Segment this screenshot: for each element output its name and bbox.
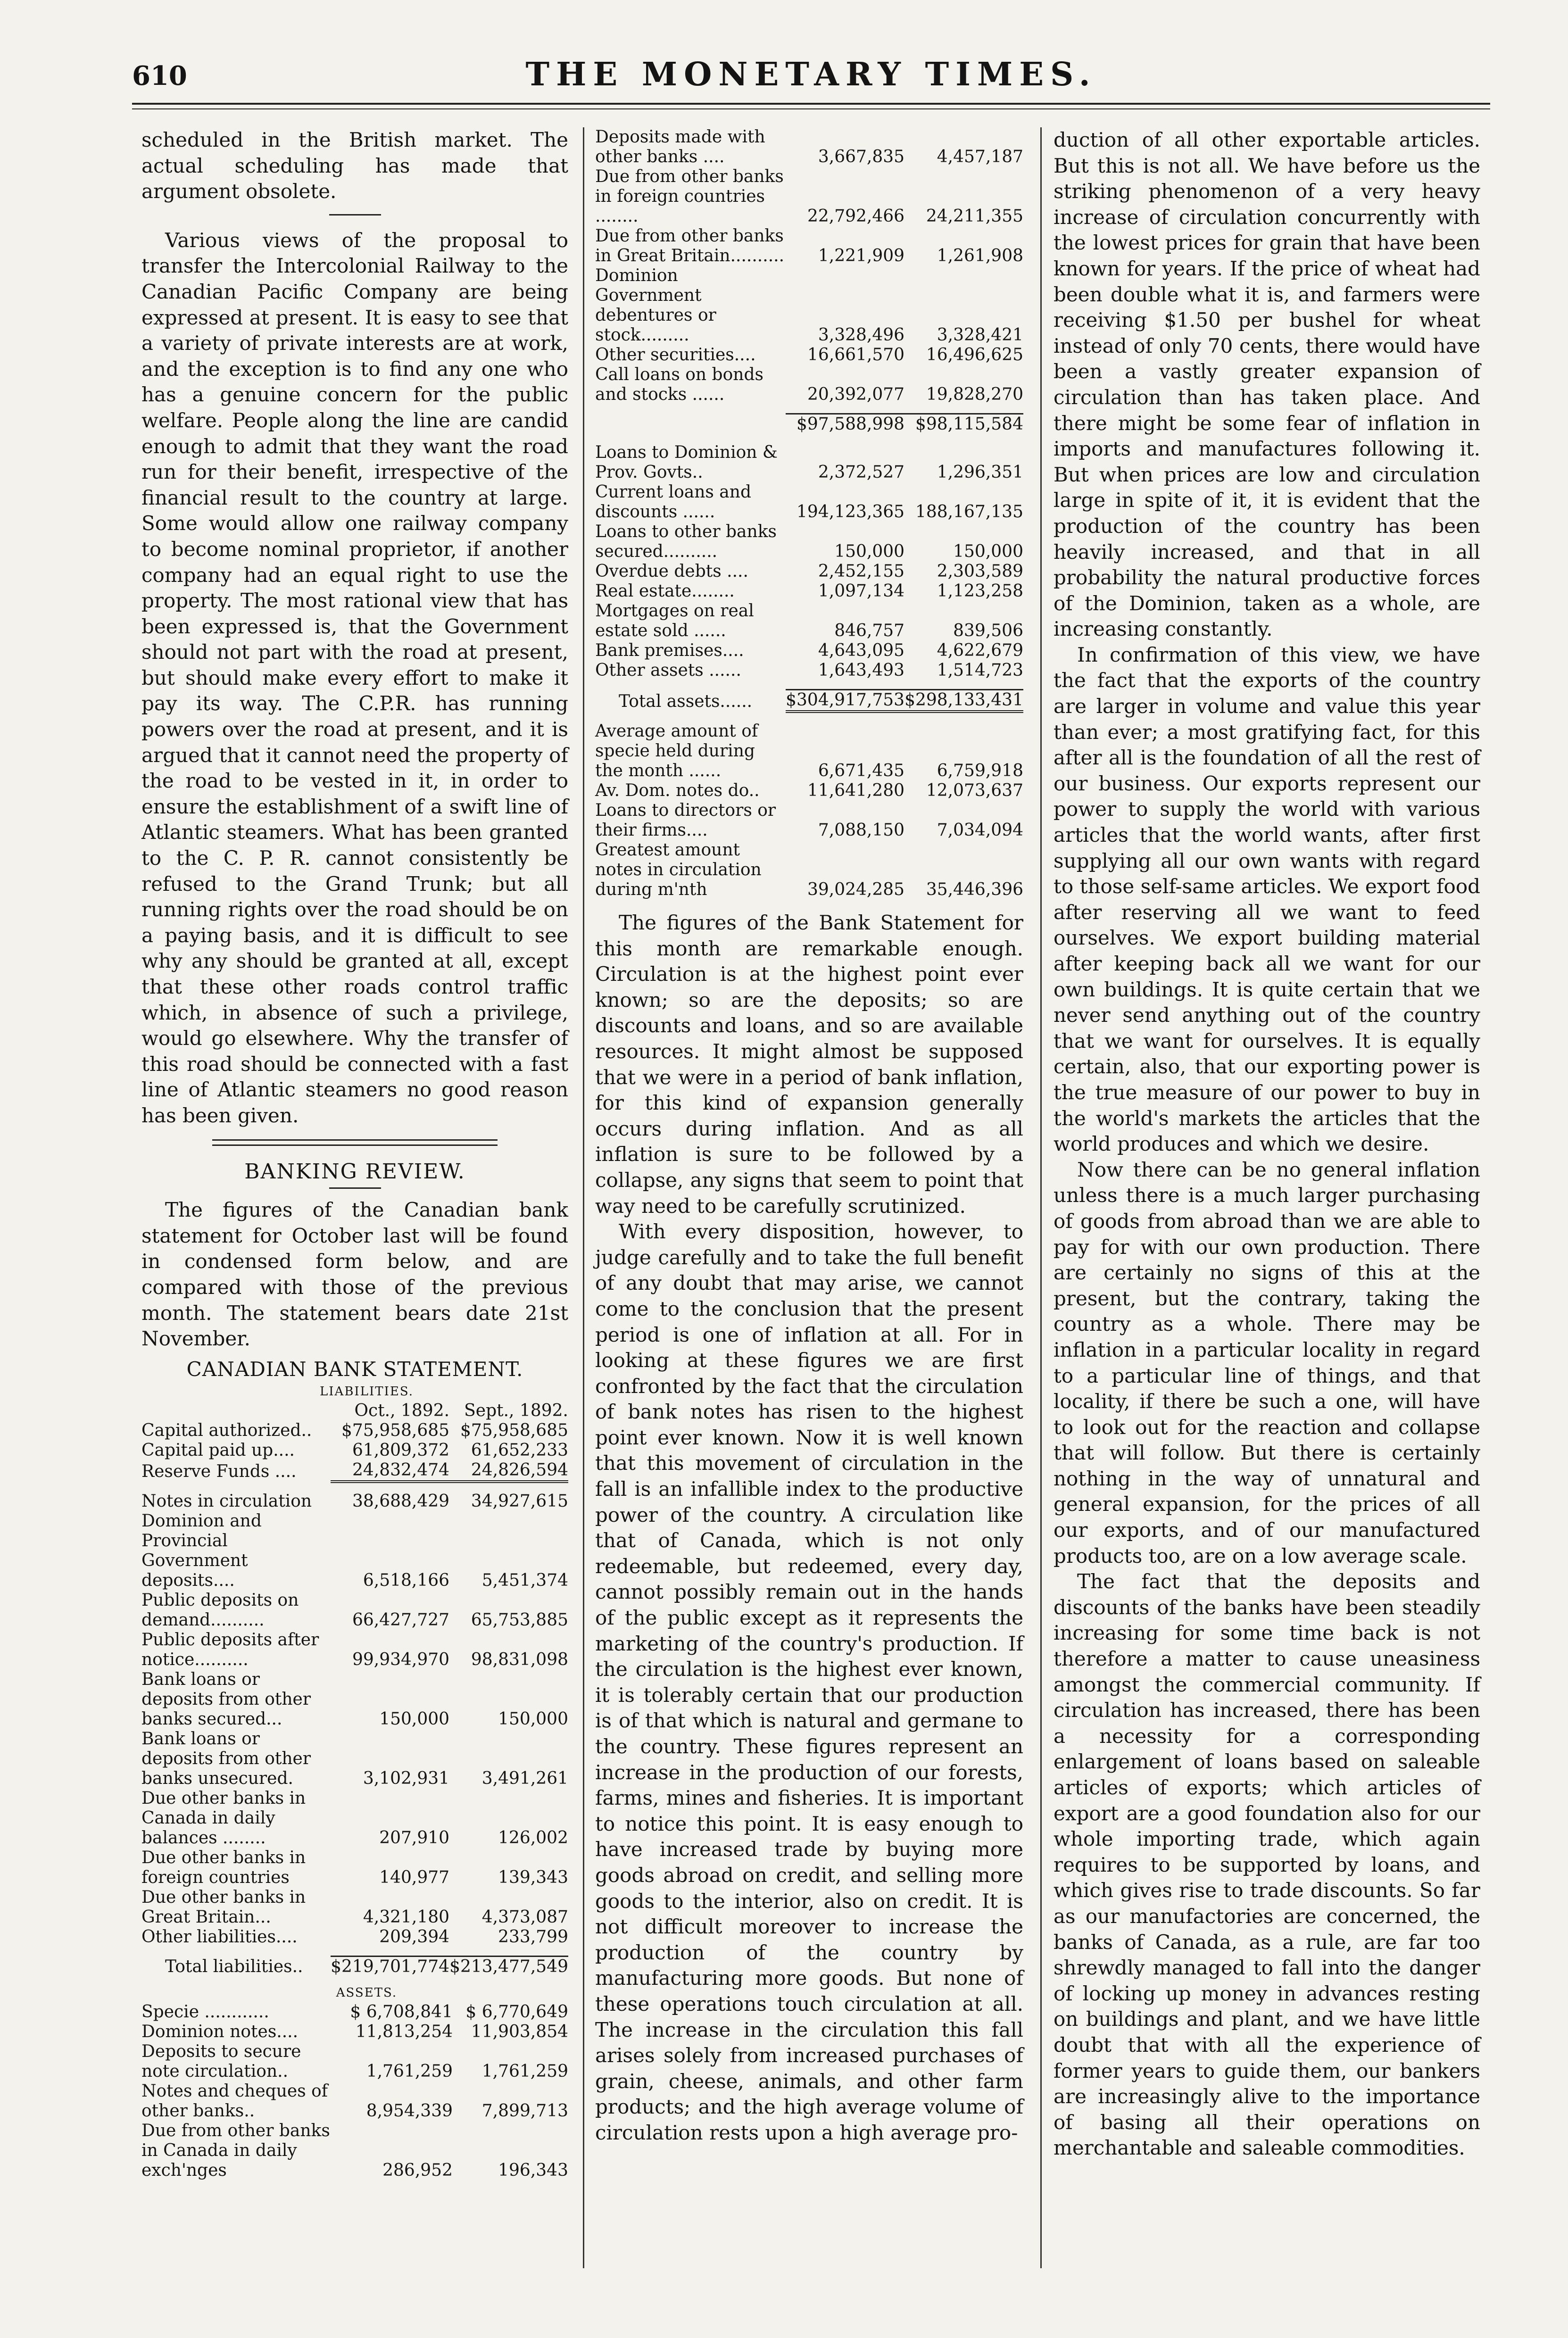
row-label: Notes in circulation (141, 1492, 312, 1511)
paragraph: scheduled in the British market. The actual scheduling has made that argument obsolete. (141, 128, 568, 203)
value-oct: 20,392,077 (807, 385, 905, 404)
value-sep: 839,506 (953, 621, 1023, 640)
row-label: Other assets ...... (595, 661, 741, 680)
row-label: Bank loans or deposits from other banks unsecured. (141, 1729, 311, 1789)
table-row (141, 1729, 568, 1789)
paragraph: Now there can be no general inflation unless there is a much larger purchasing of goods from abroad than we are able to pay for with our own production. There are certainly no signs of this at the present, but the contrary, taking the country as a whole. There may be inflation in a particular locality in regard to a particular line of things, and that locality, if there be such a one, will have to look out for the reaction and collapse that will follow. But there is certainly nothing in the way of unnatural and general expansion, for the prices of all our exports, and of our manufactured products too, are on a low average scale. (1054, 1158, 1480, 1567)
value-sep: 5,451,374 (481, 1571, 568, 1591)
row-label: Loans to other banks secured.......... (595, 522, 777, 561)
value-sep: 7,899,713 (481, 2101, 568, 2121)
row-label: Other liabilities.... (141, 1927, 298, 1947)
value-sep: 1,123,258 (937, 581, 1023, 601)
assets-label: ASSETS. (336, 1986, 398, 2000)
value-oct: 3,667,835 (818, 147, 905, 166)
value-oct: 11,813,254 (355, 2022, 453, 2042)
value-sep: 98,831,098 (471, 1650, 568, 1670)
table-row (141, 2121, 568, 2180)
value-oct: 4,643,095 (818, 641, 905, 660)
value-sep: 34,927,615 (471, 1492, 568, 1511)
table-row (141, 2042, 568, 2081)
row-label: Deposits made with other banks .... (595, 127, 765, 166)
value-sep: $75,958,685 (460, 1421, 568, 1441)
paragraph: Various views of the proposal to transfer the Intercolonial Railway to the Canadian Pacific Company are being expressed at present. It is easy to see that a variety of private interests are at work, and the exception is to find any one who has a genuine concern for the public welfare. People along the line are candid enough to admit that they want the road run for their benefit, irrespective of the financial result to the country at large. Some would allow one railway company to become nominal proprietor, if another company had an equal right to use the property. The most rational view that has been expressed is, that the Government should not part with the road at present, but should make every effort to make it pay its way. The C.P.R. has running powers over the road at present, and it is argued that it cannot need the property of the road to be vested in it, in order to ensure the establishment of a swift line of Atlantic steamers. What has been granted to the C. P. R. cannot consistently be refused to the Grand Trunk; but all running rights over the road should be on a paying basis, and it is difficult to see why any should be granted at all, except that these other roads control traffic which, in absence of such a privilege, would go elsewhere. Why the transfer of this road should be connected with a fast line of Atlantic steamers no good reason has been given. (141, 228, 568, 1127)
table-row (595, 266, 1023, 345)
value-oct: 140,977 (379, 1868, 450, 1888)
row-label: Bank premises.... (595, 641, 744, 660)
table-row (595, 127, 1023, 167)
subtotal-oct: $97,588,998 (786, 414, 904, 435)
table-row (595, 226, 1023, 266)
liabilities-label: LIABILITIES. (320, 1385, 414, 1399)
value-oct: 66,427,727 (352, 1610, 450, 1630)
value-oct: 150,000 (834, 542, 905, 561)
table-row (141, 1927, 568, 1947)
table-row (141, 2022, 568, 2042)
row-label: Specie ............ (141, 2002, 269, 2022)
paragraph: The figures of the Bank Statement for this month are remarkable enough. Circulation is at the highest point ever known; so are the deposits; so are discounts and loans, and so are available resources. It might almost be supposed that we were in a period of bank inflation, for this kind of expansion generally occurs during inflation. And as all inflation is sure to be followed by a collapse, any signs that seem to point that way need to be carefully scrutinized. (595, 911, 1023, 1218)
value-sep: 196,343 (498, 2161, 568, 2180)
row-label: Average amount of specie held during the month ...... (595, 721, 758, 780)
value-sep: 6,759,918 (937, 761, 1023, 780)
table-row (595, 167, 1023, 226)
separator-rule (329, 1187, 381, 1189)
table-header-row (141, 1401, 568, 1421)
value-oct: 1,097,134 (818, 581, 905, 601)
value-oct: 6,671,435 (818, 761, 905, 780)
header-rule (132, 103, 1490, 109)
value-sep: 4,373,087 (481, 1907, 568, 1927)
row-label: Due from other banks in foreign countries ........ (595, 167, 784, 226)
journal-title: THE MONETARY TIMES. (525, 56, 1097, 93)
row-label: Capital authorized.. (141, 1421, 312, 1441)
total-oct: $304,917,753 (786, 690, 904, 712)
value-oct: 1,643,493 (818, 661, 905, 680)
page-header (132, 56, 1490, 93)
value-oct: $ 6,708,841 (350, 2002, 453, 2022)
paragraph: duction of all other exportable articles. But this is not all. We have before us the striking phenomenon of a very heavy increase of circulation concurrently with the lowest prices for grain that have been known for years. If the price of wheat had been double what it is, and farmers were receiving $1.50 per bushel for wheat instead of only 70 cents, there would have been a vastly greater expansion of circulation than has taken place. And there might be some fear of inflation in imports and manufactures following it. But when prices are low and circulation large in spite of it, it is evident that the production of the country has been heavily increased, and that in all probability the natural productive forces of the Dominion, taken as a whole, are increasing constantly. (1054, 128, 1480, 641)
value-oct: $75,958,685 (341, 1421, 450, 1441)
row-label: Dominion Government debentures or stock......... (595, 266, 716, 345)
value-oct: 2,372,527 (818, 463, 905, 482)
value-oct: 7,088,150 (818, 821, 905, 840)
row-label: Dominion notes.... (141, 2022, 299, 2042)
row-label: Notes and cheques of other banks.. (141, 2081, 328, 2121)
table-row (141, 1848, 568, 1888)
row-label: Call loans on bonds and stocks ...... (595, 365, 763, 404)
total-row (141, 1957, 568, 1977)
paragraph: The fact that the deposits and discounts of the banks have been steadily increasing for some time back is not therefore a matter to cause uneasiness amongst the commercial community. If circulation has increased, there has been a necessity for a corresponding enlargement of loans based on saleable articles of exports; which articles of export are a good foundation also for our whole importing trade, which again requires to be supported by loans, and which gives rise to trade discounts. So far as our manufactories are concerned, the banks of Canada, as a rule, are far too shrewdly managed to fall into the danger of locking up money in advances resting on buildings and plant, and we have little doubt that with all the experience of former years to guide them, our bankers are increasingly alive to the importance of basing all their operations on merchantable and saleable commodities. (1054, 1570, 1480, 2160)
row-label: Dominion and Provincial Government deposits.... (141, 1511, 262, 1591)
liabilities-table (141, 1401, 568, 1977)
statement-title: CANADIAN BANK STATEMENT. (186, 1357, 523, 1381)
table-row (141, 1789, 568, 1848)
table-row (595, 345, 1023, 365)
row-label: Real estate........ (595, 581, 735, 601)
value-oct: 209,394 (379, 1927, 450, 1947)
page-number: 610 (132, 60, 187, 91)
table-row (141, 1441, 568, 1460)
value-sep: 2,303,589 (937, 562, 1023, 581)
table-row (141, 1460, 568, 1482)
table-row (141, 1511, 568, 1591)
value-sep: 65,753,885 (471, 1610, 568, 1630)
left-column (141, 127, 568, 2180)
value-oct: 1,761,259 (366, 2062, 453, 2081)
value-oct: 99,934,970 (352, 1650, 450, 1670)
row-label: Due from other banks in Canada in daily exch'nges (141, 2121, 330, 2180)
paragraph: With every disposition, however, to judge carefully and to take the full benefit of any doubt that may arise, we cannot come to the conclusion that the present period is one of inflation at all. For in looking at these figures we are first confronted by the fact that the circulation of bank notes has risen to the highest point ever known. Now it is well known that this movement of circulation in the fall is an infallible index to the productive power of the country. A circulation like that of Canada, which is not only redeemable, but redeemed, every day, cannot possibly remain out in the hands of the public except as it represents the marketing of the country's production. If the circulation is the highest ever known, it is tolerably certain that our production is of that which is natural and germane to the country. These figures represent an increase in the production of our forests, farms, mines and fisheries. It is important to notice this point. It is easy enough to have increased trade by buying more goods abroad on credit, and selling more goods to the interior, also on credit. It is not difficult moreover to increase the production of the country by manufacturing more goods. But none of these operations touch circulation at all. The increase in the circulation this fall arises solely from increased purchases of grain, cheese, animals, and other farm products; and the high average volume of circulation rests upon a high average pro- (595, 1220, 1023, 2144)
value-sep: 3,491,261 (481, 1769, 568, 1789)
row-label: Current loans and discounts ...... (595, 482, 751, 522)
table-row (595, 840, 1023, 900)
value-sep: 4,622,679 (937, 641, 1023, 660)
paragraph: In confirmation of this view, we have the fact that the exports of the country are larger in volume and value this year than ever; a most gratifying fact, for this after all is the foundation of all the rest of our business. Our exports represent our power to supply the world with various articles that the world wants, after first supplying all our own wants with regard to those self-same articles. We export food after reserving all we want to feed ourselves. We export building material after keeping back all we want for our own buildings. It is quite certain that we never send anything out of the country that we want for ourselves. It is equally certain, also, that our exporting power is the true measure of our power to buy in the world's markets the articles that the world produces and which we desire. (1054, 643, 1480, 1156)
value-sep: $ 6,770,649 (465, 2002, 568, 2022)
table-row (595, 581, 1023, 601)
column-header-sep: Sept., 1892. (464, 1401, 568, 1421)
value-sep: 126,002 (498, 1828, 568, 1848)
row-label: Av. Dom. notes do.. (595, 781, 760, 800)
table-row (595, 721, 1023, 781)
value-oct: 16,661,570 (807, 345, 905, 365)
column-divider (583, 127, 584, 2268)
row-label: Public deposits on demand.......... (141, 1591, 299, 1630)
table-row (595, 661, 1023, 680)
total-sep: $298,133,431 (904, 690, 1023, 712)
total-oct: $219,701,774 (331, 1957, 450, 1977)
subtotal-sep: $98,115,584 (904, 414, 1023, 435)
table-row (141, 1591, 568, 1630)
column-header-oct: Oct., 1892. (354, 1401, 450, 1421)
row-label: Due other banks in foreign countries (141, 1848, 306, 1888)
value-sep: 12,073,637 (926, 781, 1023, 800)
paragraph: The figures of the Canadian bank statement for October last will be found in condensed form below, and are compared with those of the previous month. The statement bears date 21st November. (141, 1198, 568, 1351)
row-label: Due other banks in Great Britain... (141, 1888, 306, 1927)
row-label: Other securities.... (595, 345, 756, 365)
value-sep: 19,828,270 (926, 385, 1023, 404)
table-row (141, 1670, 568, 1729)
row-label: Loans to directors or their firms.... (595, 801, 776, 840)
table-row (141, 2002, 568, 2022)
table-row (595, 601, 1023, 641)
value-sep: 1,761,259 (481, 2062, 568, 2081)
row-label: Deposits to secure note circulation.. (141, 2042, 301, 2081)
column-divider (1040, 127, 1042, 2268)
value-sep: 4,457,187 (937, 147, 1023, 166)
value-sep: 24,211,355 (926, 207, 1023, 226)
table-row (141, 1492, 568, 1511)
value-oct: 2,452,155 (818, 562, 905, 581)
total-label: Total liabilities.. (165, 1957, 303, 1977)
row-label: Loans to Dominion & Prov. Govts.. (595, 443, 778, 482)
value-oct: 11,641,280 (807, 781, 905, 800)
table-row (595, 443, 1023, 482)
assets-table (141, 2002, 568, 2180)
value-sep: 233,799 (498, 1927, 568, 1947)
value-sep: 188,167,135 (915, 502, 1023, 522)
value-oct: 61,809,372 (352, 1441, 450, 1460)
value-sep: 1,261,908 (937, 246, 1023, 265)
row-label: Reserve Funds .... (141, 1462, 297, 1482)
table-row (595, 482, 1023, 522)
total-label: Total assets...... (619, 692, 753, 711)
total-row (595, 690, 1023, 712)
value-oct: 8,954,339 (366, 2101, 453, 2121)
value-oct: 846,757 (834, 621, 905, 640)
value-oct: 1,221,909 (818, 246, 905, 265)
value-sep: 1,514,723 (937, 661, 1023, 680)
value-oct: 22,792,466 (807, 207, 905, 226)
table-row (595, 781, 1023, 801)
value-sep: 3,328,421 (937, 325, 1023, 345)
table-row (595, 562, 1023, 581)
table-row (595, 641, 1023, 661)
row-label: Overdue debts .... (595, 562, 748, 581)
value-oct: 24,832,474 (331, 1460, 449, 1482)
value-oct: 4,321,180 (363, 1907, 450, 1927)
value-sep: 11,903,854 (471, 2022, 568, 2042)
value-oct: 194,123,365 (796, 502, 905, 522)
value-sep: 24,826,594 (449, 1460, 568, 1482)
value-sep: 150,000 (498, 1709, 568, 1729)
table-row (141, 2081, 568, 2121)
table-row (141, 1630, 568, 1670)
table-row (141, 1888, 568, 1927)
right-column (1054, 127, 1480, 2161)
subtotal-row (595, 414, 1023, 435)
value-sep: 139,343 (498, 1868, 568, 1888)
value-oct: 38,688,429 (352, 1492, 450, 1511)
assets-continued-table (595, 127, 1023, 900)
value-oct: 150,000 (379, 1709, 450, 1729)
table-row (595, 365, 1023, 405)
value-sep: 35,446,396 (926, 880, 1023, 899)
row-label: Mortgages on real estate sold ...... (595, 601, 754, 640)
value-oct: 3,102,931 (363, 1769, 450, 1789)
table-row (595, 801, 1023, 840)
value-sep: 7,034,094 (937, 821, 1023, 840)
row-label: Bank loans or deposits from other banks secured... (141, 1670, 311, 1729)
value-oct: 207,910 (379, 1828, 450, 1848)
row-label: Greatest amount notes in circulation during m'nth (595, 840, 762, 899)
value-sep: 150,000 (953, 542, 1023, 561)
table-row (141, 1421, 568, 1441)
total-sep: $213,477,549 (449, 1957, 568, 1977)
value-sep: 16,496,625 (926, 345, 1023, 365)
table-row (595, 522, 1023, 562)
row-label: Capital paid up.... (141, 1441, 295, 1460)
value-oct: 6,518,166 (363, 1571, 450, 1591)
middle-column (595, 127, 1023, 2146)
row-label: Due from other banks in Great Britain.......... (595, 226, 785, 265)
row-label: Public deposits after notice.......... (141, 1630, 319, 1670)
separator-rule (329, 214, 381, 216)
section-rule (212, 1139, 498, 1146)
value-oct: 3,328,496 (818, 325, 905, 345)
row-label: Due other banks in Canada in daily balances ........ (141, 1789, 306, 1848)
value-oct: 39,024,285 (807, 880, 905, 899)
value-oct: 286,952 (382, 2161, 453, 2180)
section-heading: BANKING REVIEW. (244, 1159, 465, 1184)
value-sep: 1,296,351 (937, 463, 1023, 482)
value-sep: 61,652,233 (471, 1441, 568, 1460)
